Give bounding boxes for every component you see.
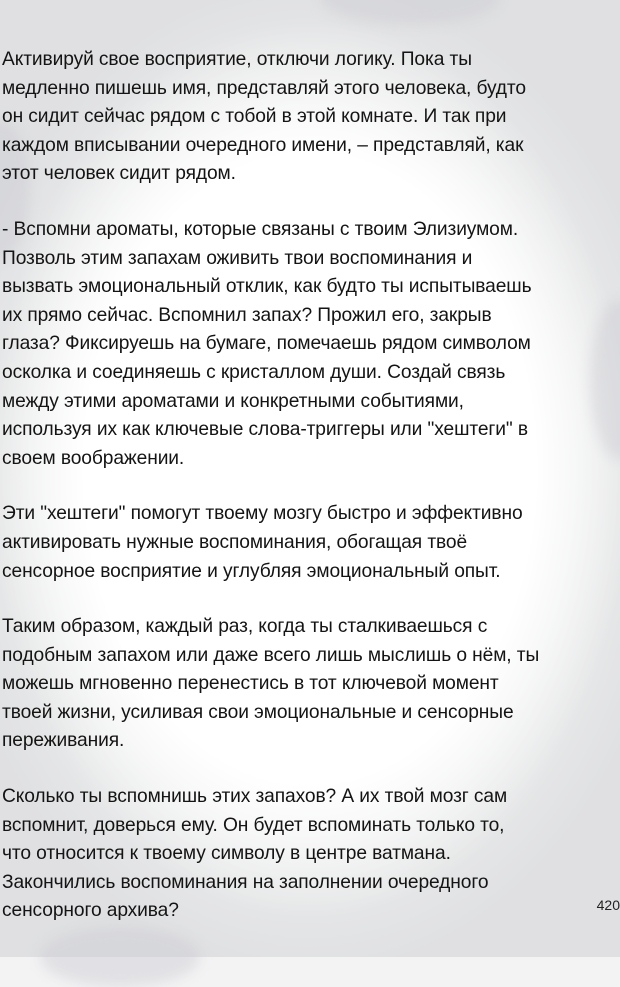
paragraph: [2, 613, 614, 756]
document-body: [2, 46, 614, 953]
text-line: твоей жизни, усиливая свои эмоциональные и сенсорные: [2, 701, 514, 723]
text-line: Активируй свое восприятие, отключи логику. Пока ты: [2, 49, 472, 70]
text-line: Таким образом, каждый раз, когда ты сталкиваешься с: [2, 616, 488, 638]
text-line: он сидит сейчас рядом с тобой в этой комнате. И так при: [2, 106, 507, 128]
text-line: - Вспомни ароматы, которые связаны с твоим Элизиумом.: [2, 218, 519, 240]
text-line: глаза? Фиксируешь на бумаге, помечаешь рядом символом: [2, 333, 531, 355]
text-line: этот человек сидит рядом.: [2, 163, 236, 185]
text-line: что относится к твоему символу в центре ватмана.: [2, 843, 451, 865]
text-line: Позволь этим запахам оживить твои воспоминания и: [2, 247, 473, 269]
text-line: медленно пишешь имя, представляй этого человека, будто: [2, 77, 526, 99]
text-line: между этими ароматами и конкретными событиями,: [2, 390, 464, 412]
text-line: сенсорного архива?: [2, 900, 179, 922]
paragraph: [2, 216, 614, 473]
text-line: можешь мгновенно перенестись в тот ключевой момент: [2, 673, 499, 695]
text-line: используя их как ключевые слова-триггеры или "хештеги" в: [2, 419, 528, 441]
text-line: Эти "хештеги" помогут твоему мозгу быстро и эффективно: [2, 503, 523, 525]
text-line: вызвать эмоциональный отклик, как будто ты испытываешь: [2, 276, 532, 298]
page-number: 420: [596, 897, 620, 913]
text-line: их прямо сейчас. Вспомнил запах? Прожил его, закрыв: [2, 304, 492, 326]
text-line: подобным запахом или даже всего лишь мыслишь о нём, ты: [2, 644, 540, 666]
text-line: осколка и соединяешь с кристаллом души. Создай связь: [2, 361, 506, 383]
text-line: Закончились воспоминания на заполнении очередного: [2, 871, 489, 893]
text-line: сенсорное восприятие и углубляя эмоциональный опыт.: [2, 560, 501, 582]
background-smudge: [320, 0, 500, 25]
text-line: вспомнит, доверься ему. Он будет вспоминать только то,: [2, 814, 505, 836]
text-line: переживания.: [2, 730, 125, 752]
text-line: каждом вписывании очередного имени, – представляй, как: [2, 134, 524, 156]
paragraph: [2, 500, 614, 586]
text-line: активировать нужные воспоминания, обогащая твоё: [2, 531, 468, 553]
paragraph: [2, 783, 614, 926]
text-line: Сколько ты вспомнишь этих запахов? А их твой мозг сам: [2, 786, 508, 808]
text-line: своем воображении.: [2, 447, 185, 469]
paragraph: [2, 46, 614, 189]
